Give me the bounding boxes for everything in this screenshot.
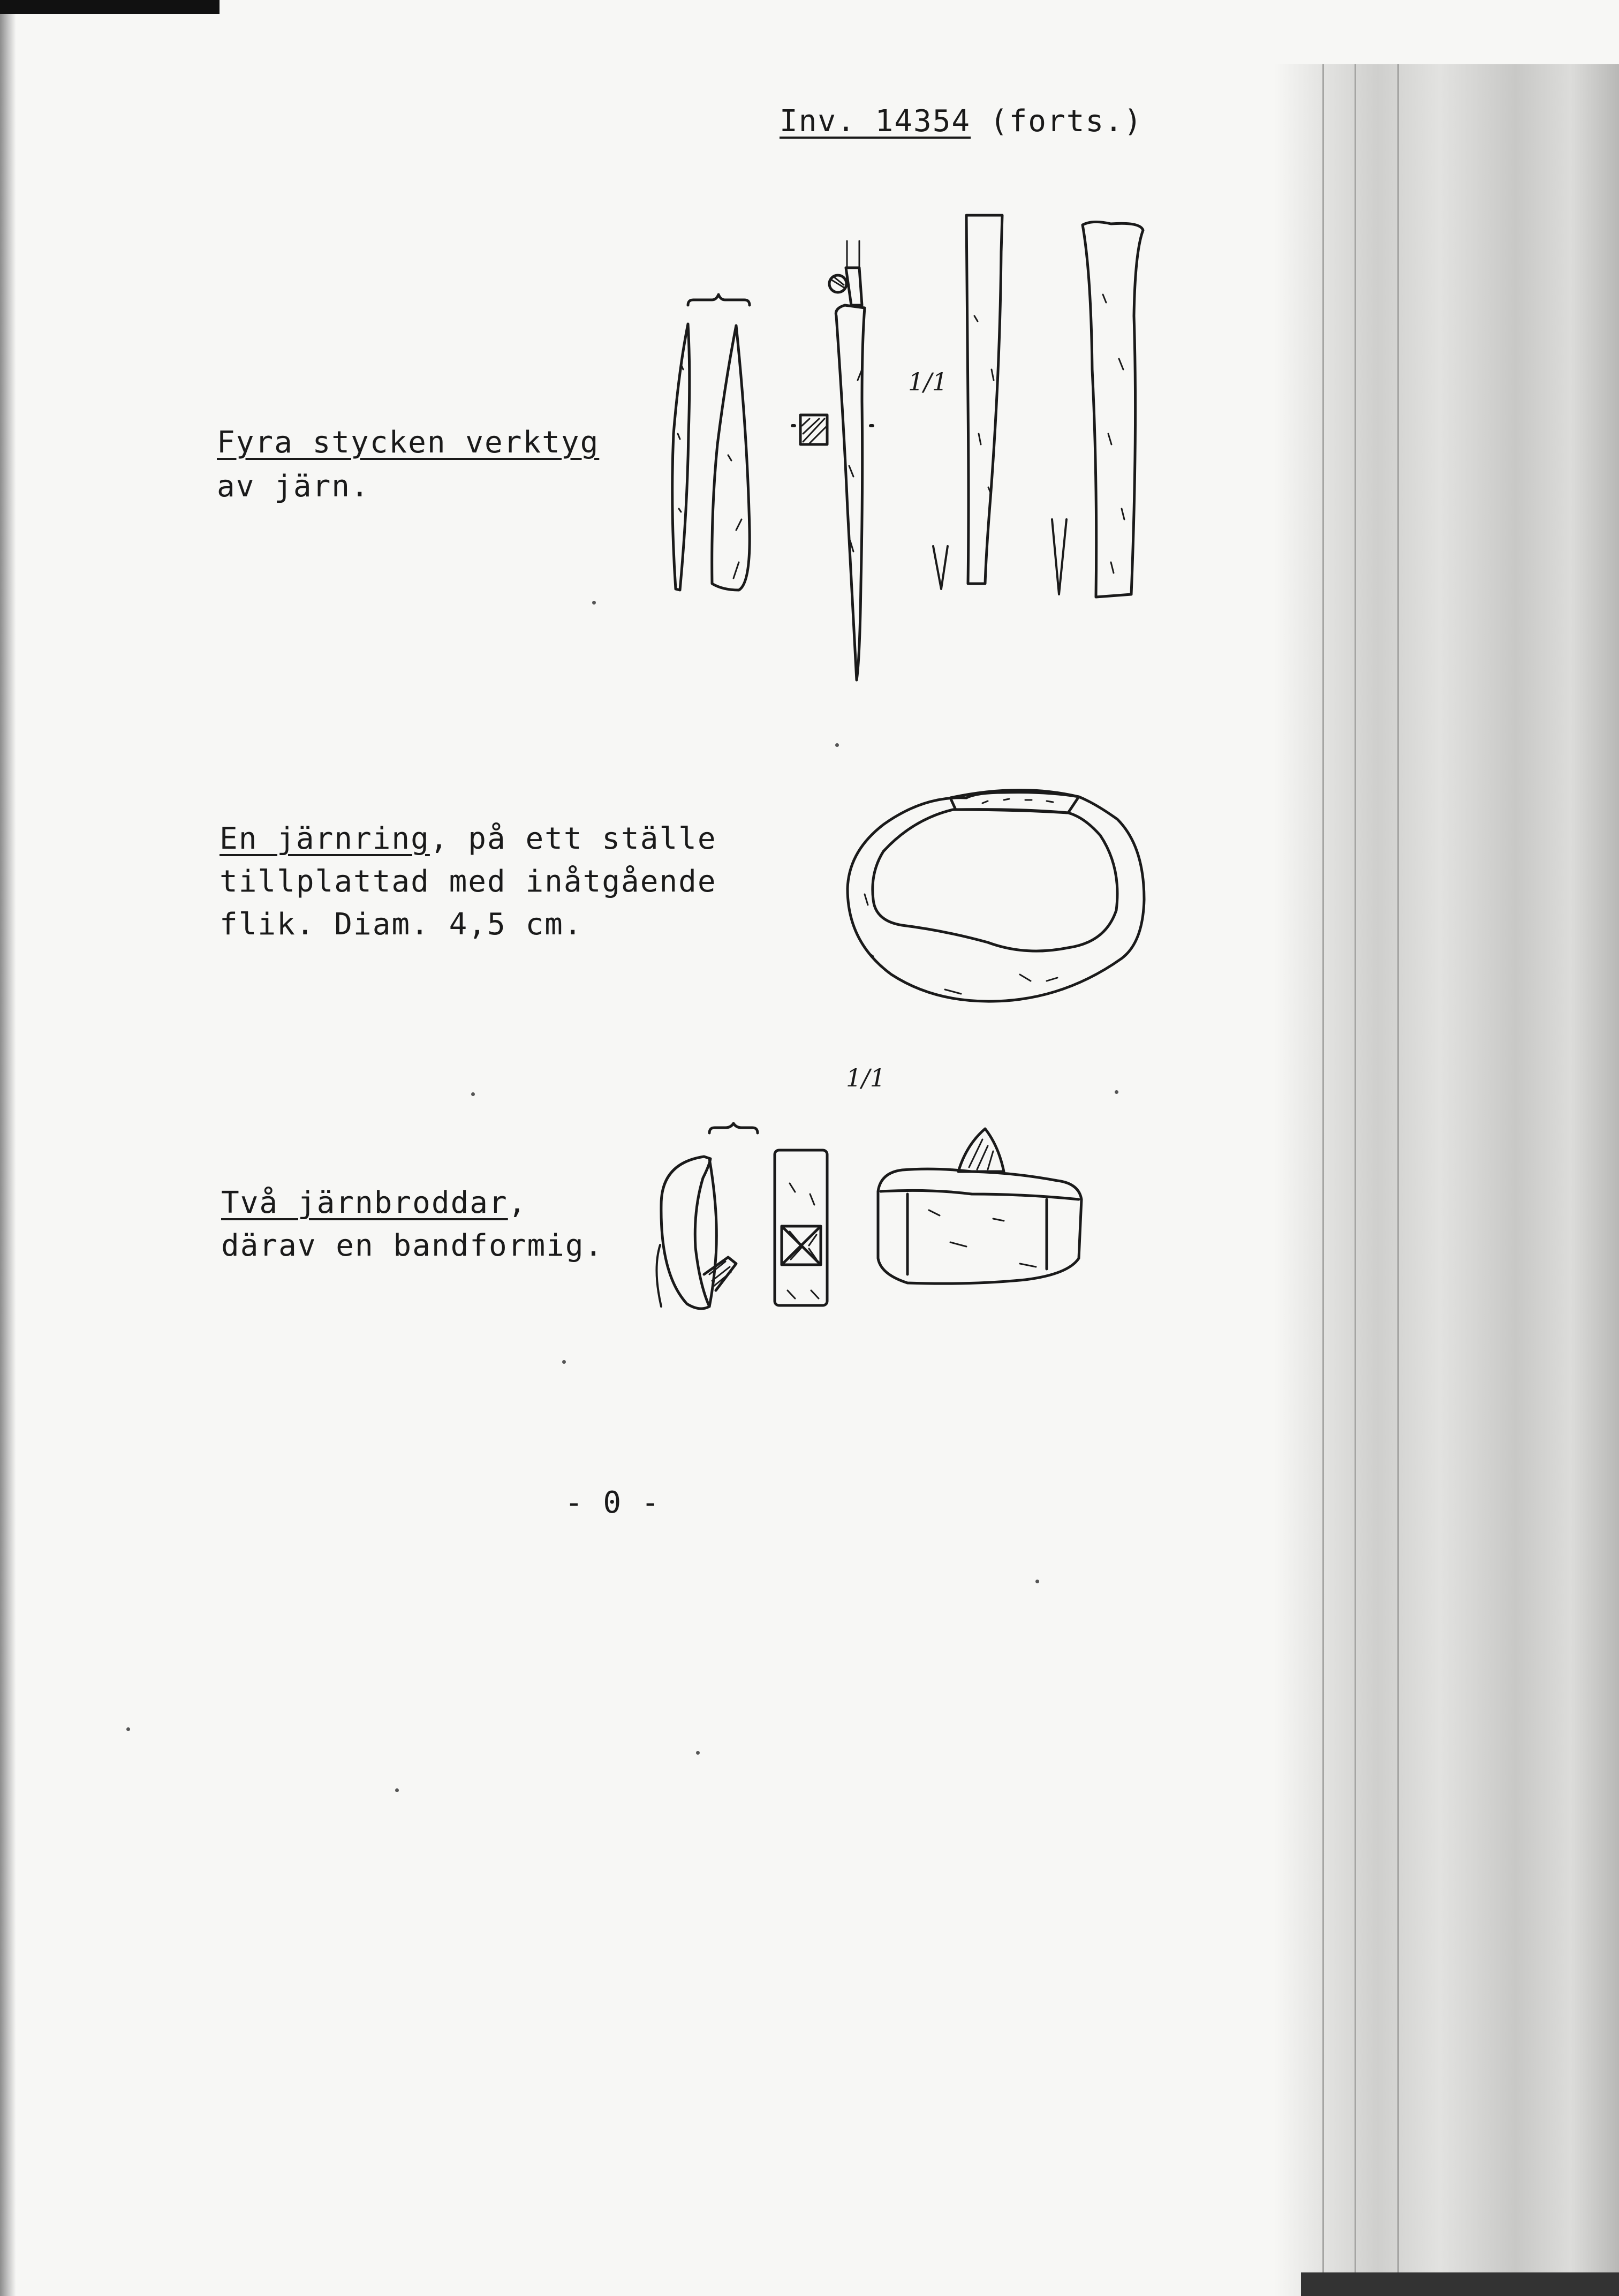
scan-speck [126, 1727, 130, 1731]
tool-rod-2 [1083, 222, 1143, 597]
stud-hook [661, 1157, 710, 1309]
book-binding-edge [1274, 64, 1619, 2296]
entry-tools-title: Fyra stycken verktyg [217, 425, 600, 460]
tool-spike [847, 241, 859, 268]
scale-label-tools: 1/1 [908, 367, 948, 396]
entry-tools-desc: av järn. [217, 469, 370, 504]
inventory-number: Inv. 14354 [780, 104, 971, 139]
iron-studs-drawing [650, 1114, 1164, 1328]
entry-ring-desc-2: flik. Diam. 4,5 cm. [220, 907, 583, 942]
entry-tools-title-line [217, 421, 599, 465]
scan-border-bottom [1301, 2272, 1619, 2296]
scan-speck [395, 1788, 399, 1792]
entry-studs-desc: därav en bandformig. [221, 1228, 604, 1263]
inventory-continued: (forts.) [971, 104, 1143, 139]
scale-label-ring: 1/1 [846, 1063, 886, 1092]
binding-line [1397, 64, 1399, 2296]
binding-line [1322, 64, 1324, 2296]
iron-ring-drawing [843, 782, 1154, 1012]
scan-speck [592, 601, 596, 605]
binding-line [1355, 64, 1356, 2296]
scan-border-top [0, 0, 220, 14]
scan-speck [1115, 1090, 1118, 1094]
scan-speck [696, 1751, 700, 1755]
entry-ring-desc-1: tillplattad med inåtgående [220, 864, 717, 899]
iron-tools-drawing [632, 209, 1167, 723]
tool-rod-1 [966, 215, 1002, 584]
entry-studs-title-line: Två järnbroddar, [221, 1185, 527, 1220]
scan-speck [562, 1360, 566, 1364]
entry-ring-title-line: En järnring, på ett ställe [220, 821, 717, 856]
scan-speck [471, 1092, 475, 1096]
page-number-marker: - 0 - [565, 1485, 661, 1520]
entry-studs-title: Två järnbroddar [221, 1185, 508, 1220]
inventory-header [780, 100, 1143, 144]
scan-speck [835, 743, 839, 747]
tool-wedge [712, 326, 750, 590]
page-left-edge [0, 14, 16, 2296]
scan-speck [1035, 1580, 1039, 1583]
entry-ring-title: En järnring [220, 821, 430, 856]
